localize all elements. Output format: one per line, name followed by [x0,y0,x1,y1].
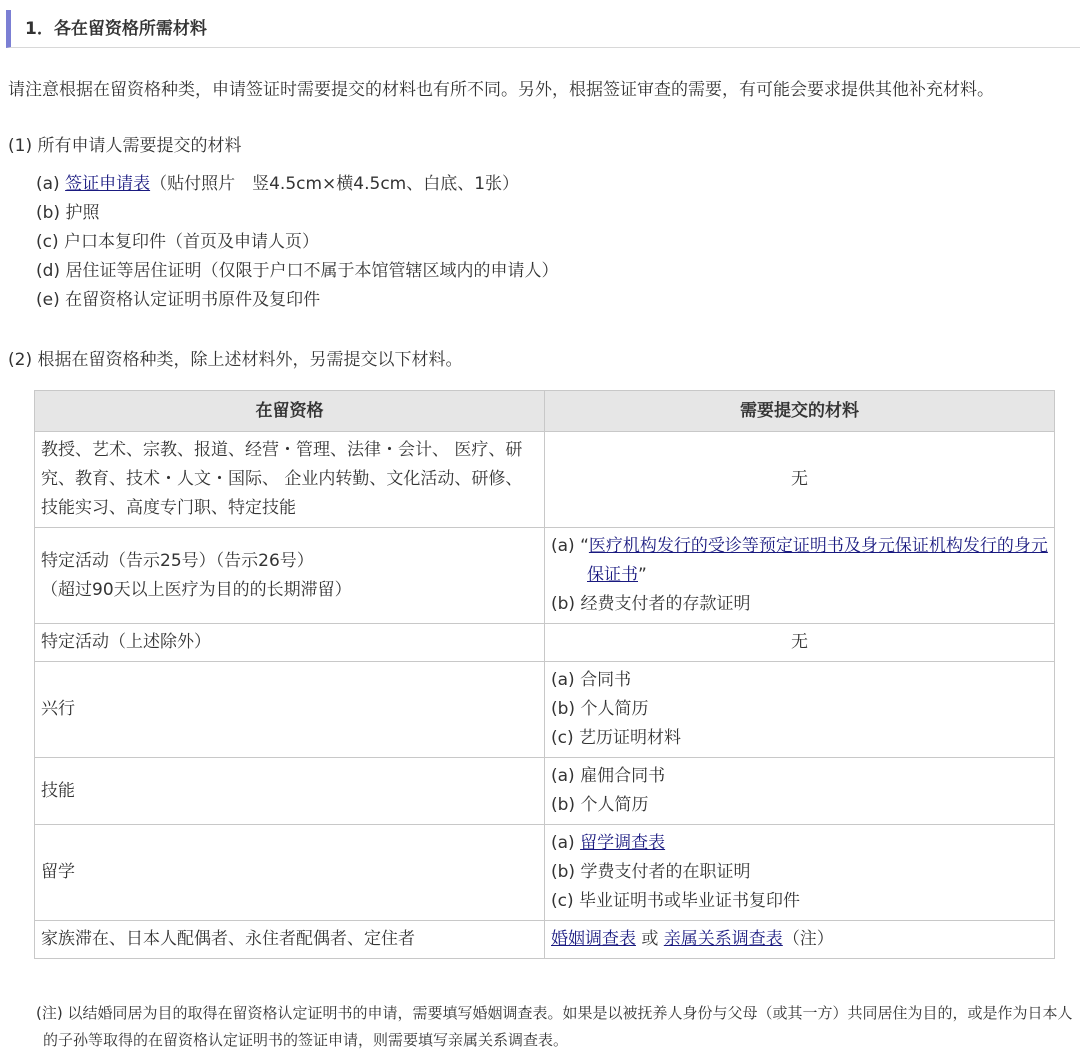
list-item [36,286,558,315]
item-prefix: (e) [36,290,66,310]
material-item [551,829,1048,858]
item-text: 居住证等居住证明（仅限于户口不属于本馆管辖区域内的申请人） [65,261,559,281]
materials-cell [545,528,1055,624]
table-header-row [35,391,1055,432]
medical-certificate-link[interactable]: 医疗机构发行的受诊等预定证明书及身元保证机构发行的身元保证书 [587,536,1048,585]
materials-cell [545,758,1055,825]
material-item: (b) 个人简历 [551,699,649,719]
materials-cell: 无 [545,432,1055,528]
material-suffix: ” [638,565,647,585]
material-item: (a) 雇佣合同书 [551,766,666,786]
table-row [35,432,1055,528]
status-cell: 技能 [35,758,545,825]
material-item: (c) 艺历证明材料 [551,728,682,748]
visa-application-form-link[interactable]: 签证申请表 [65,174,151,194]
list-item [36,199,558,228]
list-item [36,257,558,286]
section-title: 1．各在留资格所需材料 [6,10,1080,48]
item-text: 户口本复印件（首页及申请人页） [64,232,320,252]
column-header-materials: 需要提交的材料 [545,391,1055,432]
status-line: （超过90天以上医疗为目的的长期滞留） [41,579,352,600]
part2-heading: (2) 根据在留资格种类，除上述材料外，另需提交以下材料。 [8,350,463,370]
status-cell: 兴行 [35,662,545,758]
material-item: (b) 经费支付者的存款证明 [551,594,751,614]
study-survey-link[interactable]: 留学调查表 [580,833,666,853]
column-header-status: 在留资格 [35,391,545,432]
table-row [35,528,1055,624]
item-text: 护照 [65,203,100,223]
item-prefix: (d) [36,261,66,281]
item-prefix: (b) [36,203,66,223]
materials-cell [545,662,1055,758]
status-cell: 留学 [35,825,545,921]
material-item: (a) 合同书 [551,670,632,690]
material-prefix: (a) [551,833,581,853]
material-item: (b) 个人简历 [551,795,649,815]
status-cell: 家族滞在、日本人配偶者、永住者配偶者、定住者 [35,921,545,959]
material-item: (b) 学费支付者的在职证明 [551,862,751,882]
table-row [35,921,1055,959]
status-cell: 教授、艺术、宗教、报道、经营・管理、法律・会计、 医疗、研究、教育、技术・人文・国际、 企业内转勤、文化活动、研修、技能实习、高度专门职、特定技能 [35,432,545,528]
materials-cell: 无 [545,624,1055,662]
relative-survey-link[interactable]: 亲属关系调查表 [663,929,783,949]
materials-cell [545,921,1055,959]
material-item: (c) 毕业证明书或毕业证书复印件 [551,891,801,911]
item-text: （贴付照片 竖4.5cm×横4.5cm、白底、1张） [150,174,520,194]
item-text: 在留资格认定证明书原件及复印件 [65,290,321,310]
status-cell [35,528,545,624]
material-item [551,532,1048,590]
marriage-survey-link[interactable]: 婚姻调查表 [551,929,636,949]
table-row [35,624,1055,662]
joiner-text: 或 [636,929,664,949]
intro-paragraph: 请注意根据在留资格种类，申请签证时需要提交的材料也有所不同。另外，根据签证审查的需要，有可能会要求提供其他补充材料。 [8,80,994,100]
table-row [35,758,1055,825]
common-materials-list [36,170,558,315]
table-row [35,662,1055,758]
item-prefix: (c) [36,232,65,252]
part1-heading: (1) 所有申请人需要提交的材料 [8,136,242,156]
table-row [35,825,1055,921]
list-item [36,170,558,199]
footnote: (注) 以结婚同居为目的取得在留资格认定证明书的申请，需要填写婚姻调查表。如果是以被抚养人身份与父母（或其一方）共同居住为目的，或是作为日本人的子孙等取得的在留资格认定证明书的签证申请，则需要填写亲属关系调查表。 [36,1004,1073,1049]
status-line: 特定活动（告示25号）（告示26号） [41,550,314,571]
material-prefix: (a) “ [551,536,589,556]
materials-cell [545,825,1055,921]
item-prefix: (a) [36,174,66,194]
visa-requirements-table [34,390,1055,959]
note-marker: （注） [782,929,834,949]
status-cell: 特定活动（上述除外） [35,624,545,662]
list-item [36,228,558,257]
